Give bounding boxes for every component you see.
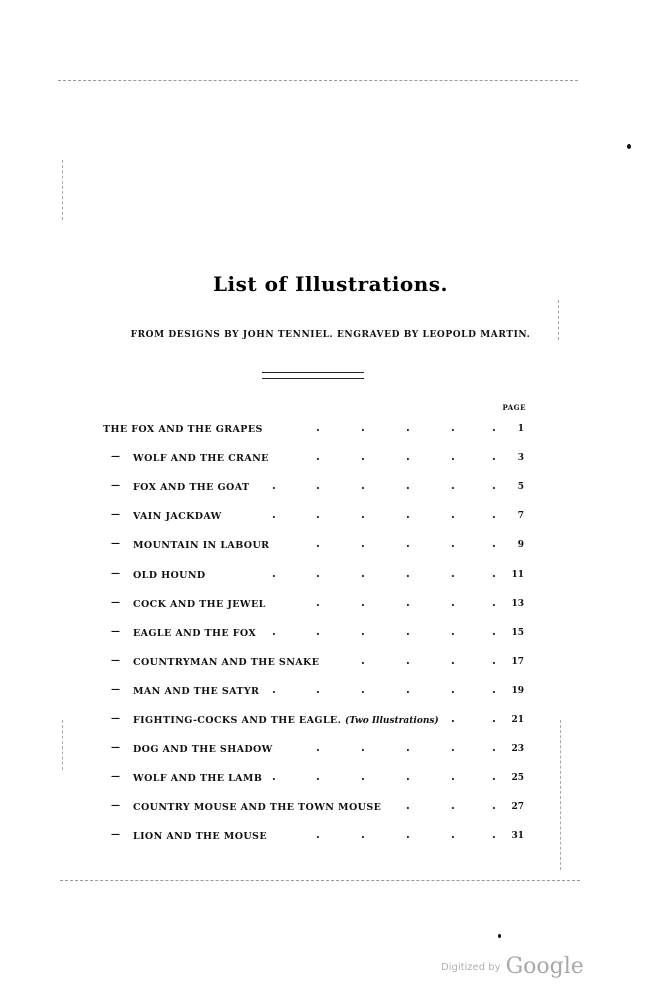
entry-title xyxy=(133,570,206,581)
list-item xyxy=(0,743,661,759)
entry-page-number: 31 xyxy=(511,831,524,841)
entry-title xyxy=(133,686,259,697)
ditto-dash: — xyxy=(111,830,120,840)
leader-dot: . xyxy=(451,567,455,580)
leader-dot: . xyxy=(451,537,455,550)
leader-dot: . xyxy=(492,537,496,550)
leader-dot: . xyxy=(451,654,455,667)
entry-title xyxy=(133,540,269,551)
leader-dot: . xyxy=(361,567,365,580)
entry-title xyxy=(133,773,262,784)
list-item xyxy=(0,772,661,788)
leader-dot: . xyxy=(451,421,455,434)
ditto-dash: — xyxy=(111,801,120,811)
ditto-dash: — xyxy=(111,656,120,666)
leader-dot: . xyxy=(361,654,365,667)
leader-dot: . xyxy=(492,421,496,434)
google-logo: Google xyxy=(505,954,584,979)
leader-dot: . xyxy=(492,799,496,812)
entry-title-text: COUNTRY MOUSE AND THE TOWN MOUSE xyxy=(133,802,382,813)
leader-dot: . xyxy=(492,625,496,638)
ditto-dash: — xyxy=(111,539,120,549)
leader-dot: . xyxy=(451,508,455,521)
list-item xyxy=(0,452,661,468)
entry-title-text: DOG AND THE SHADOW xyxy=(133,744,273,755)
leader-dot: . xyxy=(492,741,496,754)
list-item xyxy=(0,569,661,585)
entry-page-number: 3 xyxy=(517,453,524,463)
leader-dot: . xyxy=(492,450,496,463)
leader-dot: . xyxy=(406,596,410,609)
ditto-dash: — xyxy=(111,685,120,695)
entry-title-text: FIGHTING-COCKS AND THE EAGLE. xyxy=(133,715,342,726)
list-item xyxy=(0,656,661,672)
leader-dot: . xyxy=(361,421,365,434)
page-column-header: PAGE xyxy=(502,403,526,412)
leader-dot: . xyxy=(361,828,365,841)
leader-dot: . xyxy=(316,828,320,841)
leader-dot: . xyxy=(361,770,365,783)
list-item xyxy=(0,801,661,817)
ditto-dash: — xyxy=(111,714,120,724)
leader-dot: . xyxy=(492,479,496,492)
entry-title xyxy=(133,802,381,813)
leader-dot: . xyxy=(406,450,410,463)
leader-dot: . xyxy=(316,508,320,521)
list-item xyxy=(0,598,661,614)
entry-page-number: 23 xyxy=(511,744,524,754)
leader-dot: . xyxy=(406,508,410,521)
leader-dot: . xyxy=(451,712,455,725)
leader-dot: . xyxy=(406,421,410,434)
entry-page-number: 15 xyxy=(511,628,524,638)
entry-title-text: COCK AND THE JEWEL xyxy=(133,599,266,610)
leader-dot: . xyxy=(316,625,320,638)
leader-dot: . xyxy=(406,625,410,638)
entry-page-number: 11 xyxy=(511,570,524,580)
entry-page-number: 7 xyxy=(517,511,524,521)
list-item xyxy=(0,510,661,526)
list-item xyxy=(0,714,661,730)
entry-title xyxy=(133,599,266,610)
ditto-dash: — xyxy=(111,510,120,520)
leader-dot: . xyxy=(316,741,320,754)
entry-page-number: 9 xyxy=(517,540,524,550)
entry-page-number: 17 xyxy=(511,657,524,667)
list-item xyxy=(0,481,661,497)
leader-dot: . xyxy=(316,683,320,696)
leader-dot: . xyxy=(451,770,455,783)
leader-dot: . xyxy=(406,479,410,492)
leader-dot: . xyxy=(272,567,276,580)
entry-title xyxy=(103,424,263,435)
entry-title xyxy=(133,628,256,639)
leader-dot: . xyxy=(492,770,496,783)
leader-dot: . xyxy=(451,596,455,609)
entry-page-number: 5 xyxy=(517,482,524,492)
list-item xyxy=(0,685,661,701)
digitized-watermark xyxy=(441,954,584,979)
leader-dot: . xyxy=(406,741,410,754)
list-item xyxy=(0,627,661,643)
leader-dot: . xyxy=(406,654,410,667)
leader-dot: . xyxy=(272,683,276,696)
entry-title xyxy=(133,744,273,755)
entry-page-number: 25 xyxy=(511,773,524,783)
ditto-dash: — xyxy=(111,598,120,608)
leader-dot: . xyxy=(492,828,496,841)
watermark-prefix: Digitized by xyxy=(441,962,501,973)
leader-dot: . xyxy=(361,450,365,463)
leader-dot: . xyxy=(492,683,496,696)
leader-dot: . xyxy=(361,596,365,609)
leader-dot: . xyxy=(406,537,410,550)
entry-title xyxy=(133,482,249,493)
leader-dot: . xyxy=(272,479,276,492)
entry-title-text: COUNTRYMAN AND THE SNAKE xyxy=(133,657,320,668)
leader-dot: . xyxy=(406,683,410,696)
leader-dot: . xyxy=(451,479,455,492)
page-title: List of Illustrations. xyxy=(212,272,449,296)
entry-title-text: MOUNTAIN IN LABOUR xyxy=(133,540,270,551)
entry-title-text: EAGLE AND THE FOX xyxy=(133,628,257,639)
list-item xyxy=(0,539,661,555)
credits-line: FROM DESIGNS BY JOHN TENNIEL. ENGRAVED BY LEOPOLD MARTIN. xyxy=(130,330,531,340)
leader-dot: . xyxy=(272,508,276,521)
leader-dot: . xyxy=(361,683,365,696)
leader-dot: . xyxy=(316,421,320,434)
leader-dot: . xyxy=(316,567,320,580)
ditto-dash: — xyxy=(111,481,120,491)
entry-title-text: FOX AND THE GOAT xyxy=(133,482,250,493)
ditto-dash: — xyxy=(111,452,120,462)
entry-title-text: THE FOX AND THE GRAPES xyxy=(103,424,263,435)
leader-dot: . xyxy=(406,567,410,580)
entry-title-text: VAIN JACKDAW xyxy=(133,511,222,522)
ditto-dash: — xyxy=(111,743,120,753)
list-item xyxy=(0,830,661,846)
entry-title xyxy=(133,511,222,522)
leader-dot: . xyxy=(361,537,365,550)
leader-dot: . xyxy=(316,537,320,550)
leader-dot: . xyxy=(492,596,496,609)
leader-dot: . xyxy=(272,625,276,638)
entry-title-text: LION AND THE MOUSE xyxy=(133,831,267,842)
leader-dot: . xyxy=(272,770,276,783)
leader-dot: . xyxy=(316,596,320,609)
entry-page-number: 21 xyxy=(511,715,524,725)
leader-dot: . xyxy=(492,654,496,667)
entry-title-text: OLD HOUND xyxy=(133,570,206,581)
leader-dot: . xyxy=(361,625,365,638)
leader-dot: . xyxy=(451,683,455,696)
ditto-dash: — xyxy=(111,772,120,782)
entry-page-number: 19 xyxy=(511,686,524,696)
leader-dot: . xyxy=(361,508,365,521)
leader-dot: . xyxy=(361,741,365,754)
leader-dot: . xyxy=(316,450,320,463)
entry-title xyxy=(133,715,439,726)
leader-dot: . xyxy=(406,828,410,841)
entry-page-number: 13 xyxy=(511,599,524,609)
leader-dot: . xyxy=(492,567,496,580)
entry-note: (Two Illustrations) xyxy=(345,716,439,726)
leader-dot: . xyxy=(406,770,410,783)
entry-title xyxy=(133,831,267,842)
leader-dot: . xyxy=(316,770,320,783)
entry-title xyxy=(133,453,269,464)
leader-dot: . xyxy=(316,479,320,492)
leader-dot: . xyxy=(451,799,455,812)
entry-page-number: 27 xyxy=(511,802,524,812)
list-item xyxy=(0,423,661,439)
leader-dot: . xyxy=(492,508,496,521)
leader-dot: . xyxy=(492,712,496,725)
leader-dot: . xyxy=(361,479,365,492)
ditto-dash: — xyxy=(111,627,120,637)
leader-dot: . xyxy=(451,828,455,841)
leader-dot: . xyxy=(406,799,410,812)
entry-title-text: WOLF AND THE LAMB xyxy=(133,773,263,784)
leader-dot: . xyxy=(451,741,455,754)
leader-dot: . xyxy=(451,625,455,638)
ditto-dash: — xyxy=(111,569,120,579)
leader-dot: . xyxy=(451,450,455,463)
entry-page-number: 1 xyxy=(517,424,524,434)
entry-title-text: WOLF AND THE CRANE xyxy=(133,453,269,464)
entry-title-text: MAN AND THE SATYR xyxy=(133,686,260,697)
entry-title xyxy=(133,657,319,668)
